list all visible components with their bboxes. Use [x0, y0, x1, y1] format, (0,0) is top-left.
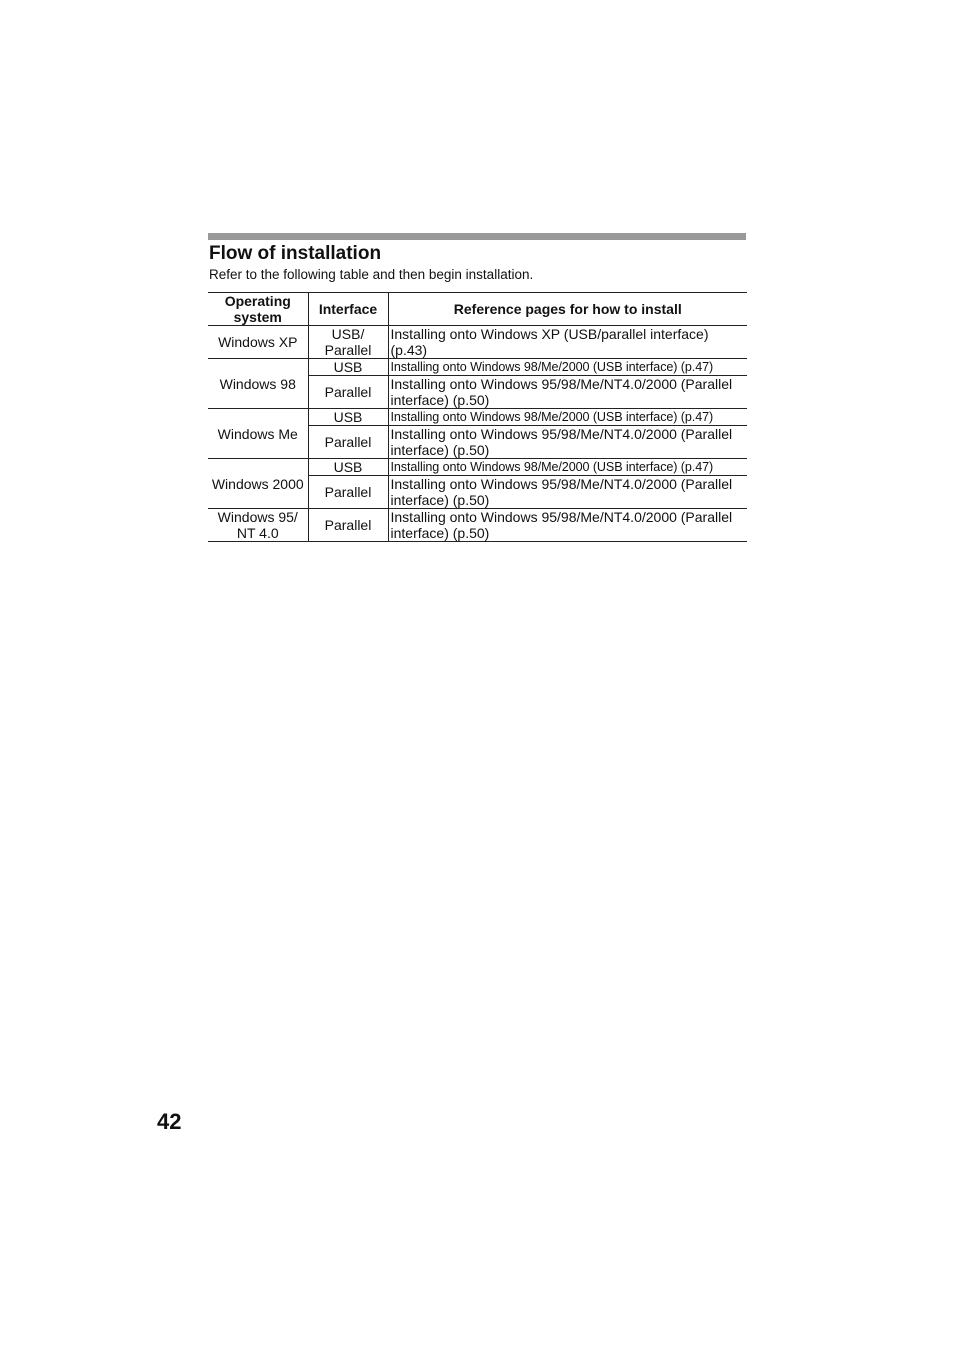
- interface-cell: Parallel: [308, 476, 388, 509]
- interface-cell: USB: [308, 459, 388, 476]
- os-cell: Windows 95/ NT 4.0: [208, 509, 308, 542]
- reference-cell: Installing onto Windows 95/98/Me/NT4.0/2000 (Parallel interface) (p.50): [388, 509, 747, 542]
- interface-cell: USB/ Parallel: [308, 326, 388, 359]
- os-cell: Windows XP: [208, 326, 308, 359]
- interface-cell: Parallel: [308, 426, 388, 459]
- table-header-row: [208, 293, 747, 326]
- header-operating-system: Operating system: [208, 293, 308, 326]
- table-row: [208, 359, 747, 376]
- reference-cell: Installing onto Windows XP (USB/parallel interface) (p.43): [388, 326, 747, 359]
- reference-cell: Installing onto Windows 95/98/Me/NT4.0/2000 (Parallel interface) (p.50): [388, 376, 747, 409]
- header-reference: Reference pages for how to install: [388, 293, 747, 326]
- reference-cell: Installing onto Windows 98/Me/2000 (USB interface) (p.47): [388, 359, 747, 376]
- installation-table: [208, 292, 747, 542]
- table-row: [208, 326, 747, 359]
- os-cell: Windows 2000: [208, 459, 308, 509]
- reference-cell: Installing onto Windows 98/Me/2000 (USB interface) (p.47): [388, 459, 747, 476]
- header-interface: Interface: [308, 293, 388, 326]
- reference-cell: Installing onto Windows 95/98/Me/NT4.0/2000 (Parallel interface) (p.50): [388, 476, 747, 509]
- section-divider-bar: [208, 233, 746, 240]
- interface-cell: Parallel: [308, 376, 388, 409]
- intro-text: Refer to the following table and then begin installation.: [209, 267, 534, 282]
- table-row: [208, 409, 747, 426]
- interface-cell: USB: [308, 409, 388, 426]
- reference-cell: Installing onto Windows 95/98/Me/NT4.0/2000 (Parallel interface) (p.50): [388, 426, 747, 459]
- table-row: [208, 459, 747, 476]
- interface-cell: Parallel: [308, 509, 388, 542]
- interface-cell: USB: [308, 359, 388, 376]
- section-title: Flow of installation: [209, 243, 382, 264]
- os-cell: Windows Me: [208, 409, 308, 459]
- reference-cell: Installing onto Windows 98/Me/2000 (USB interface) (p.47): [388, 409, 747, 426]
- table-row: [208, 509, 747, 542]
- page-number: 42: [157, 1109, 182, 1134]
- os-cell: Windows 98: [208, 359, 308, 409]
